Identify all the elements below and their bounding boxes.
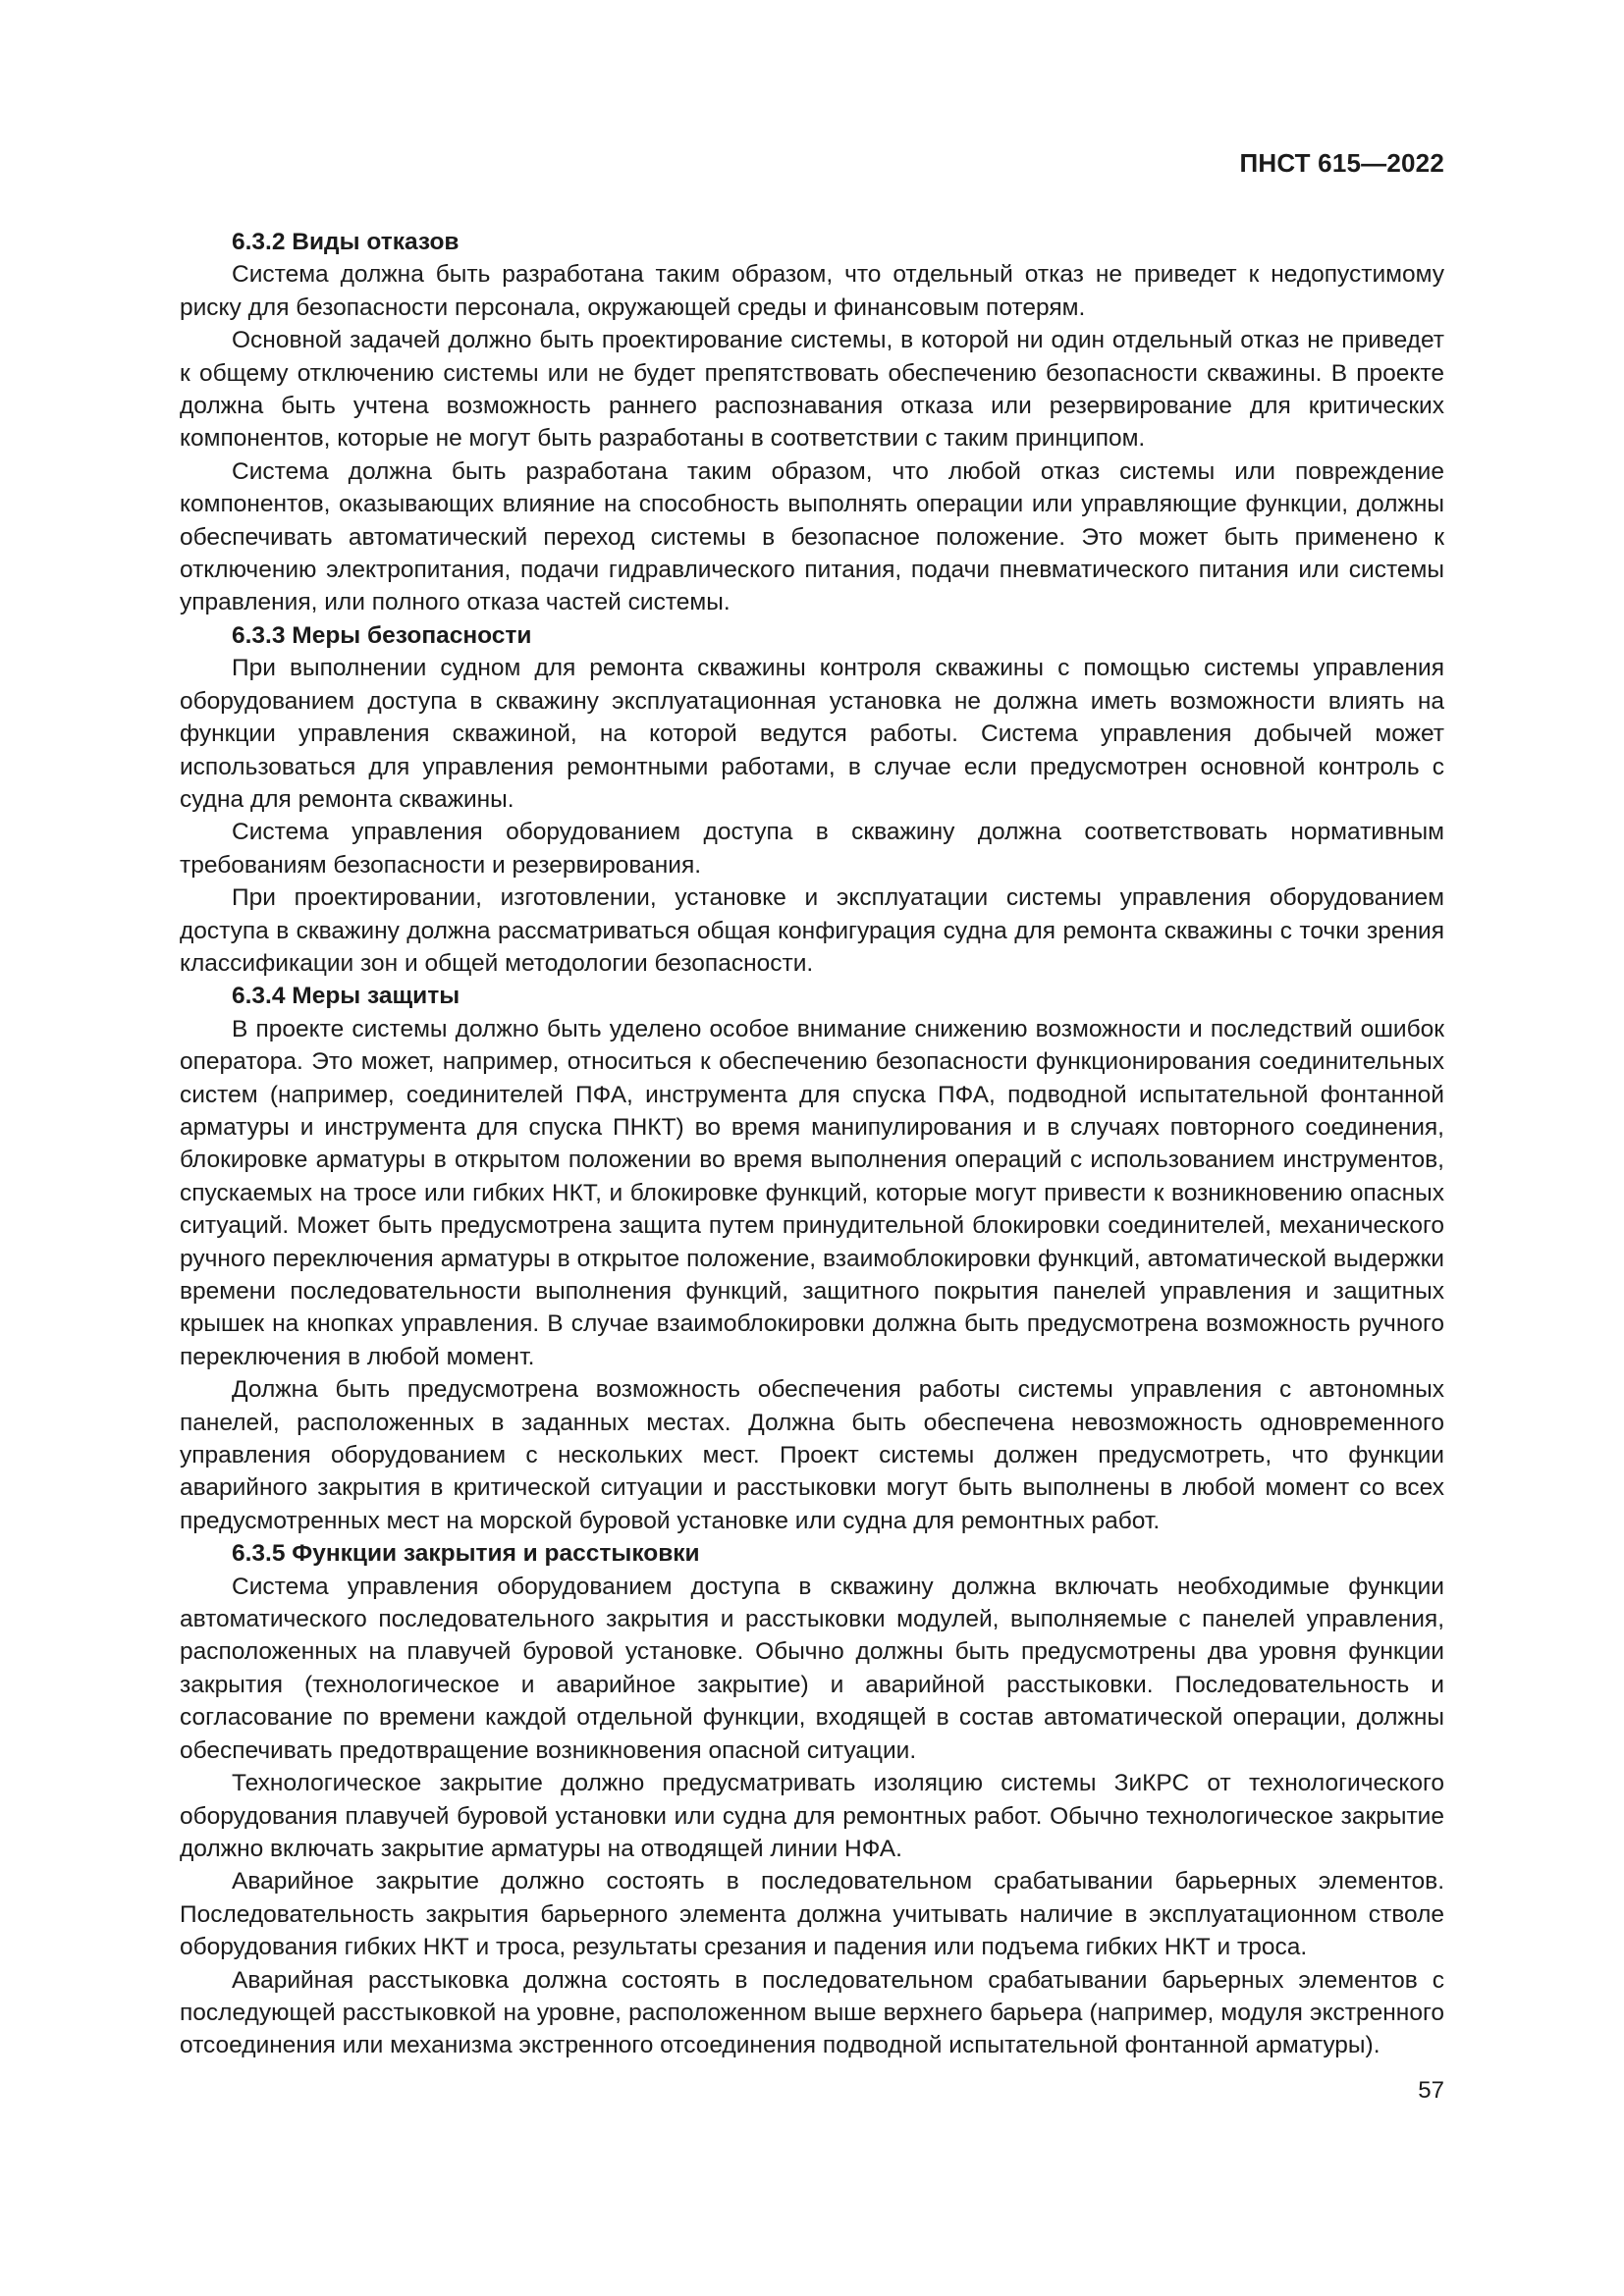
section-heading: 6.3.2 Виды отказов	[232, 229, 460, 255]
section-heading: 6.3.3 Меры безопасности	[232, 621, 532, 649]
paragraph: Должна быть предусмотрена возможность обеспечения работы системы управления с автономных панелей, расположенных в заданных местах. Должна быть обеспечена невозможность одновременного управления оборудованием с нескольких мест. Проект системы должен предусмотреть, что функции аварийного закрытия в критической ситуации и расстыковки могут быть выполнены в любой момент со всех предусмотренных мест на морской буровой установке или судна для ремонтных работ.	[180, 1376, 1444, 1534]
section-heading: 6.3.5 Функции закрытия и расстыковки	[232, 1540, 700, 1568]
paragraph: Технологическое закрытие должно предусматривать изоляцию системы ЗиКРС от технологического оборудования плавучей буровой установки или судна для ремонтных работ. Обычно технологическое закрытие должно включать закрытие арматуры на отводящей линии НФА.	[180, 1770, 1444, 1862]
section-6-3-3	[180, 619, 1444, 980]
section-6-3-5	[180, 1537, 1444, 2062]
paragraph: Система должна быть разработана таким образом, что любой отказ системы или повреждение компонентов, оказывающих влияние на способность выполнять операции или управляющие функции, должны обеспечивать автоматический переход системы в безопасное положение. Это может быть применено к отключению электропитания, подачи гидравлического питания, подачи пневматического питания или системы управления, или полного отказа частей системы.	[180, 457, 1444, 616]
paragraph: Система управления оборудованием доступа в скважину должна включать необходимые функции автоматического последовательного закрытия и расстыковки модулей, выполняемые с панелей управления, расположенных на плавучей буровой установке. Обычно должны быть предусмотрены два уровня функции закрытия (технологическое и аварийное закрытие) и аварийной расстыковки. Последовательность и согласование по времени каждой отдельной функции, входящей в состав автоматической операции, должны обеспечивать предотвращение возникновения опасной ситуации.	[180, 1573, 1444, 1764]
section-6-3-4	[180, 980, 1444, 1537]
paragraph: Основной задачей должно быть проектирование системы, в которой ни один отдельный отказ не приведет к общему отключению системы или не будет препятствовать обеспечению безопасности скважины. В проекте должна быть учтена возможность раннего распознавания отказа или резервирование для критических компонентов, которые не могут быть разработаны в соответствии с таким принципом.	[180, 327, 1444, 453]
paragraph: Система управления оборудованием доступа в скважину должна соответствовать нормативным требованиям безопасности и резервирования.	[180, 819, 1444, 879]
paragraph: При проектировании, изготовлении, установке и эксплуатации системы управления оборудованием доступа в скважину должна рассматриваться общая конфигурация судна для ремонта скважины с точки зрения классификации зон и общей методологии безопасности.	[180, 884, 1444, 977]
document-body	[180, 226, 1444, 2062]
paragraph: Аварийная расстыковка должна состоять в последовательном срабатывании барьерных элементов с последующей расстыковкой на уровне, расположенном выше верхнего барьера (например, модуля экстренного отсоединения или механизма экстренного отсоединения подводной испытательной фонтанной арматуры).	[180, 1966, 1444, 2059]
page-number: 57	[1418, 2077, 1444, 2104]
paragraph: В проекте системы должно быть уделено особое внимание снижению возможности и последствий ошибок оператора. Это может, например, относиться к обеспечению безопасности функционирования соединительных систем (например, соединителей ПФА, инструмента для спуска ПФА, подводной испытательной фонтанной арматуры и инструмента для спуска ПНКТ) во время манипулирования и в случаях повторного соединения, блокировке арматуры в открытом положении во время выполнения операций с использованием инструментов, спускаемых на тросе или гибких НКТ, и блокировке функций, которые могут привести к возникновению опасных ситуаций. Может быть предусмотрена защита путем принудительной блокировки соединителей, механического ручного переключения арматуры в открытое положение, взаимоблокировки функций, автоматической выдержки времени последовательности выполнения функций, защитного покрытия панелей управления и защитных крышек на кнопках управления. В случае взаимоблокировки должна быть предусмотрена возможность ручного переключения в любой момент.	[180, 1015, 1444, 1370]
paragraph: Система должна быть разработана таким образом, что отдельный отказ не приведет к недопустимому риску для безопасности персонала, окружающей среды и финансовым потерям.	[180, 261, 1444, 321]
paragraph: Аварийное закрытие должно состоять в последовательном срабатывании барьерных элементов. Последовательность закрытия барьерного элемента должна учитывать наличие в эксплуатационном стволе оборудования гибких НКТ и троса, результаты срезания и падения или подъема гибких НКТ и троса.	[180, 1868, 1444, 1961]
section-6-3-2	[180, 226, 1444, 619]
document-code: ПНСТ 615—2022	[1239, 148, 1444, 178]
section-heading: 6.3.4 Меры защиты	[232, 983, 460, 1010]
paragraph: При выполнении судном для ремонта скважины контроля скважины с помощью системы управления оборудованием доступа в скважину эксплуатационная установка не должна иметь возможности влиять на функции управления скважиной, на которой ведутся работы. Система управления добычей может использоваться для управления ремонтными работами, в случае если предусмотрен основной контроль с судна для ремонта скважины.	[180, 655, 1444, 813]
